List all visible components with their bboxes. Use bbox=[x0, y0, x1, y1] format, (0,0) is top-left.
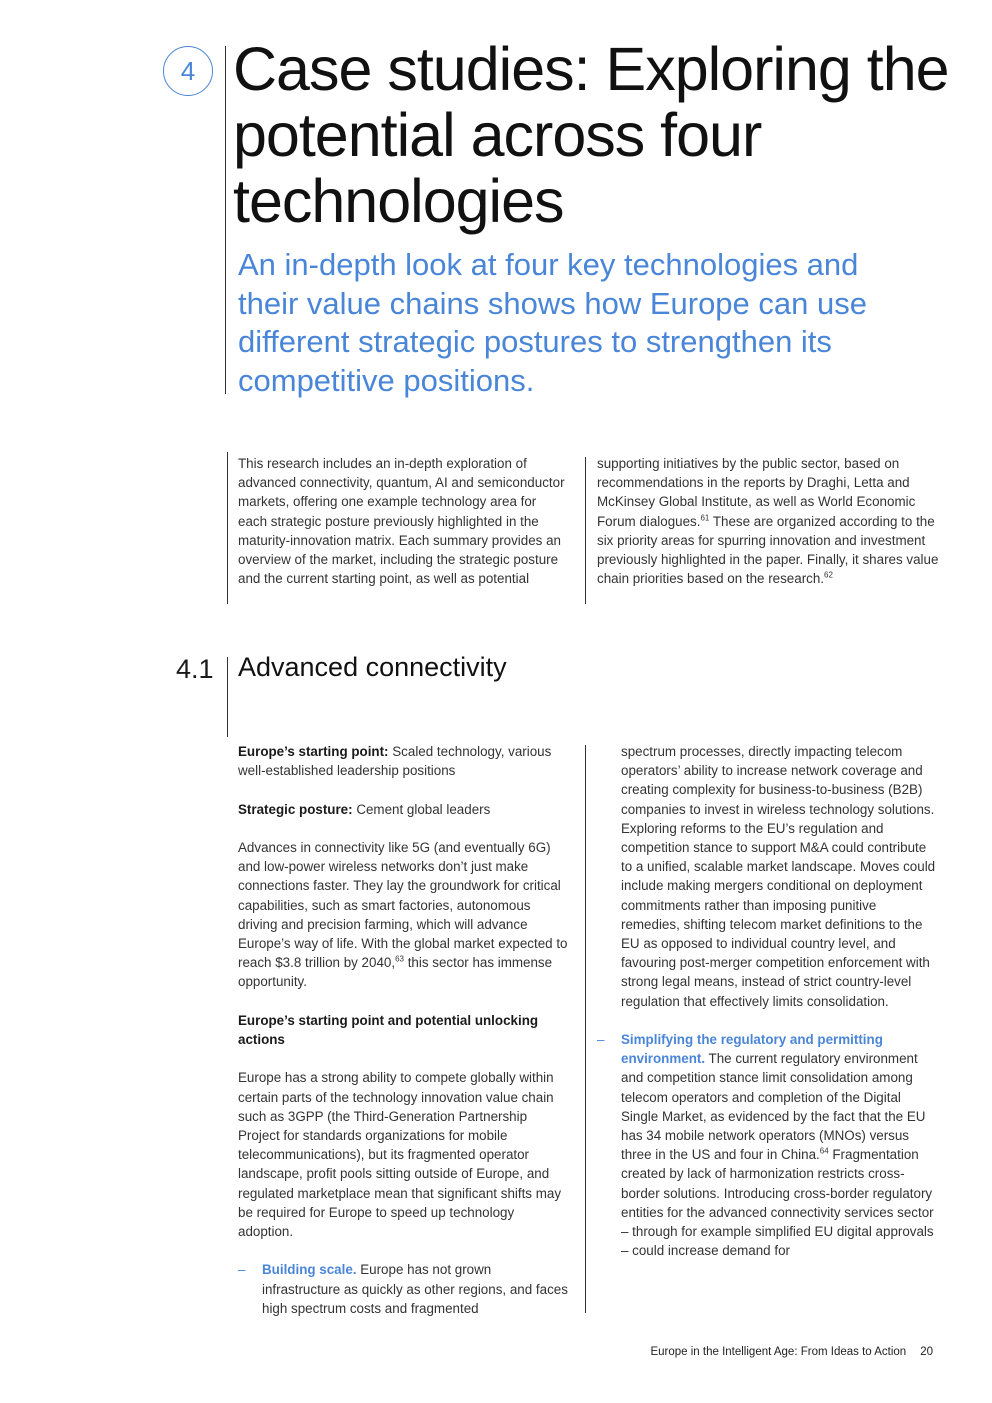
intro-col2-text-1: supporting initiatives by the public sector, based on recommendations in the reports by Draghi, Letta and McKinsey Global Institute, as well as World Economic Forum dialogues. bbox=[597, 456, 916, 529]
chapter-number: 4 bbox=[180, 55, 196, 86]
page-footer bbox=[650, 1346, 933, 1358]
page-number: 20 bbox=[920, 1346, 933, 1358]
bullet-building-scale bbox=[238, 1260, 568, 1318]
starting-point-value: Scaled technology, various well-established leadership positions bbox=[238, 744, 552, 779]
bullet-regulatory bbox=[597, 1030, 937, 1260]
header-divider bbox=[225, 46, 226, 394]
page-subtitle: An in-depth look at four key technologies and their value chains shows how Europe can use different strategic postures to strengthen its competitive positions. bbox=[238, 247, 867, 398]
intro-col2-text-2: These are organized according to the six priority areas for spurring innovation and investment previously highlighted in the paper. Finally, it shares value chain priorities based on the research. bbox=[597, 513, 939, 587]
starting-point bbox=[238, 742, 568, 780]
strategic-posture-value: Cement global leaders bbox=[352, 801, 491, 817]
footnote-ref-64: 64 bbox=[819, 1146, 829, 1156]
body-paragraph-2: Europe has a strong ability to compete globally within certain parts of the technology innovation value chain such as 3GPP (the Third-Generation Partnership Project for standards organizations for mobile telecommunications), but its fragmented operator landscape, profit pools sitting outside of Europe, and regulated marketplace mean that significant shifts may be required for Europe to speed up technology adoption. bbox=[238, 1070, 562, 1240]
bullet-2-text-1: The current regulatory environment and competition stance limit consolidation among telecom operators and completion of the Digital Single Market, as evidenced by the fact that the EU has 34 mobile network operators (MNOs) versus three in the US and four in China. bbox=[621, 1051, 926, 1163]
body-column-1 bbox=[238, 742, 568, 1318]
bullet-dash: – bbox=[597, 1032, 605, 1048]
footnote-ref-61: 61 bbox=[700, 513, 710, 523]
subheading-text: Europe’s starting point and potential unlocking actions bbox=[238, 1012, 539, 1047]
paragraph-1-text: Advances in connectivity like 5G (and eventually 6G) and low-power wireless networks don’t just make connections faster. They lay the groundwork for critical capabilities, such as smart factories, autonomous driving and precision farming, which will advance Europe’s way of life. With the global market expected to reach $3.8 trillion by 2040, bbox=[238, 839, 568, 971]
body-center-divider bbox=[585, 745, 586, 1313]
bullet-1-continuation: spectrum processes, directly impacting telecom operators’ ability to increase network coverage and creating complexity for business-to-business (B2B) companies to invest in wireless technology solutions. Exploring reforms to the EU’s regulation and competition stance to support M&A could contribute to a unified, scalable market landscape. Moves could include making mergers conditional on deployment commitments rather than imposing punitive remedies, shifting telecom market definitions to the EU as opposed to individual country level, and favouring post-merger competition enforcement with strong legal means, instead of strict country-level regulation that effectively limits consolidation. bbox=[621, 744, 936, 1009]
chapter-number-badge bbox=[163, 46, 213, 96]
footer-report-title: Europe in the Intelligent Age: bbox=[650, 1346, 798, 1358]
section-divider bbox=[227, 657, 228, 737]
bullet-dash: – bbox=[238, 1262, 246, 1278]
section-title: Advanced connectivity bbox=[238, 652, 507, 682]
page-title: Case studies: Exploring the potential across four technologies bbox=[233, 35, 949, 235]
footnote-ref-62: 62 bbox=[824, 570, 833, 580]
bullet-1-label: Building scale. bbox=[262, 1262, 357, 1278]
paragraph-1-tail: this sector has immense opportunity. bbox=[238, 955, 553, 990]
footnote-ref-63: 63 bbox=[395, 954, 404, 964]
intro-left-divider bbox=[227, 452, 228, 604]
bullet-2-text-2: Fragmentation created by lack of harmonization restricts cross-border solutions. Introducing cross-border regulatory entities for the advanced connectivity services sector – through for example simplified EU digital approvals – could increase demand for bbox=[621, 1147, 934, 1259]
footer-report-subtitle: From Ideas to Action bbox=[797, 1346, 907, 1358]
body-paragraph-1 bbox=[238, 838, 568, 992]
intro-center-divider bbox=[585, 457, 586, 604]
intro-column-1: This research includes an in-depth exploration of advanced connectivity, quantum, AI and semiconductor markets, offering one example technology area for each strategic posture previously highlighted in the maturity-innovation matrix. Each summary provides an overview of the market, including the strategic posture and the current starting point, as well as potential bbox=[238, 456, 565, 587]
intro-column-2 bbox=[597, 454, 942, 588]
bullet-2-label: Simplifying the regulatory and permitting environment. bbox=[621, 1032, 883, 1067]
subheading bbox=[238, 1011, 568, 1049]
body-column-2 bbox=[597, 742, 937, 1260]
strategic-posture-label: Strategic posture: bbox=[238, 801, 353, 817]
strategic-posture bbox=[238, 800, 568, 819]
section-number: 4.1 bbox=[176, 654, 214, 684]
starting-point-label: Europe’s starting point: bbox=[238, 744, 389, 759]
bullet-1-text: Europe has not grown infrastructure as quickly as other regions, and faces high spectrum costs and fragmented bbox=[262, 1262, 568, 1316]
